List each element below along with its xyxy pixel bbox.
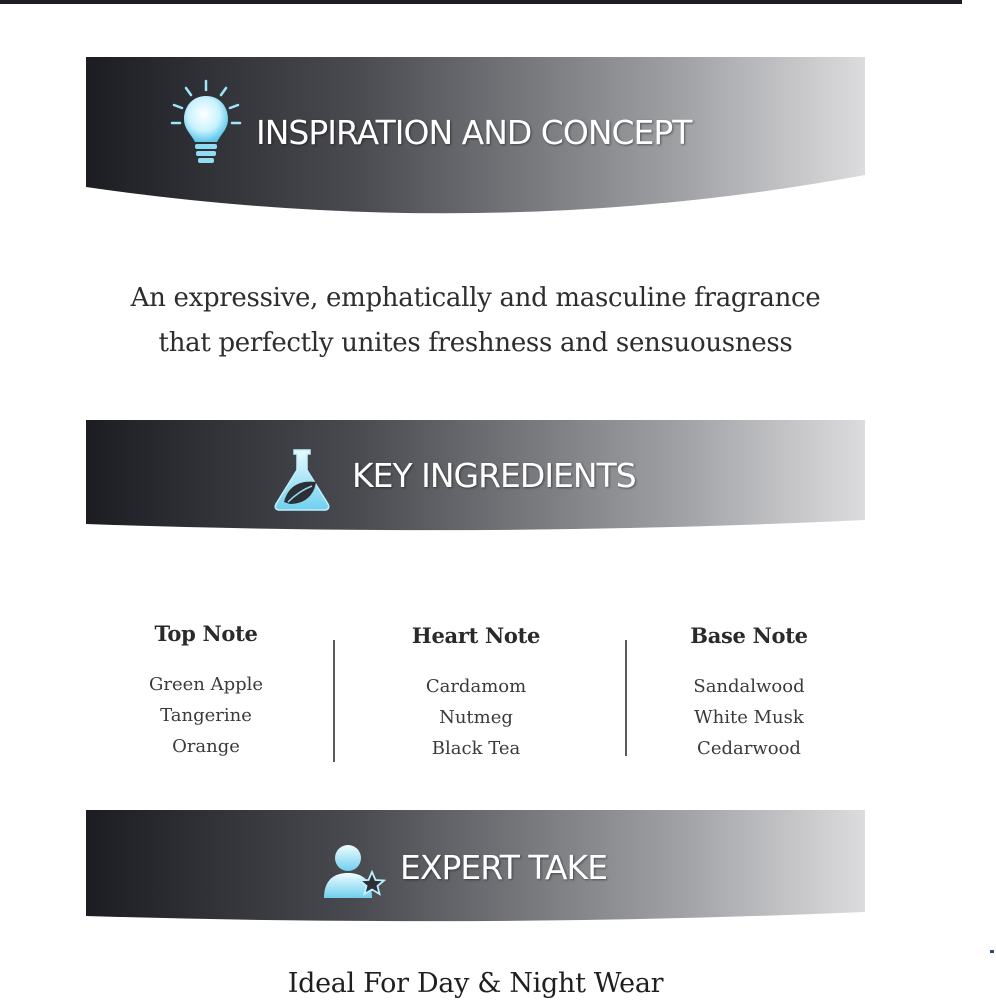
list-item: Cardamom [425, 676, 527, 697]
expert-banner-title: EXPERT TAKE [400, 848, 608, 887]
heart-note-list [376, 671, 576, 764]
description-line-1: An expressive, emphatically and masculine fragrance [130, 283, 821, 313]
lightbulb-icon [170, 79, 242, 169]
base-note-column [649, 621, 849, 764]
list-item: Cedarwood [697, 738, 801, 759]
description-line-2: that perfectly unites freshness and sensuousness [158, 328, 793, 358]
top-border-strip [0, 0, 962, 4]
expert-user-star-icon [322, 842, 386, 900]
top-note-heading: Top Note [154, 621, 258, 646]
base-note-list [649, 671, 849, 764]
fragrance-notes [86, 612, 865, 772]
heart-note-heading: Heart Note [411, 623, 541, 648]
list-item: Nutmeg [439, 707, 513, 728]
expert-banner [86, 810, 865, 926]
expert-take-text: Ideal For Day & Night Wear [287, 968, 664, 999]
top-note-list [106, 669, 306, 762]
column-divider [333, 640, 335, 762]
flask-leaf-icon [266, 446, 338, 512]
list-item: White Musk [694, 707, 804, 728]
fragrance-description [86, 276, 865, 366]
list-item: Tangerine [160, 705, 252, 726]
column-divider [625, 640, 627, 756]
edge-mark [990, 950, 994, 953]
ingredients-banner [86, 420, 865, 536]
inspiration-banner-title: INSPIRATION AND CONCEPT [256, 113, 692, 152]
heart-note-column [376, 621, 576, 764]
list-item: Black Tea [431, 738, 521, 759]
list-item: Orange [172, 736, 240, 757]
base-note-heading: Base Note [690, 623, 808, 648]
top-note-column [106, 619, 306, 762]
ingredients-banner-title: KEY INGREDIENTS [352, 456, 636, 495]
list-item: Sandalwood [693, 676, 805, 697]
list-item: Green Apple [148, 674, 264, 695]
inspiration-banner [86, 57, 865, 217]
